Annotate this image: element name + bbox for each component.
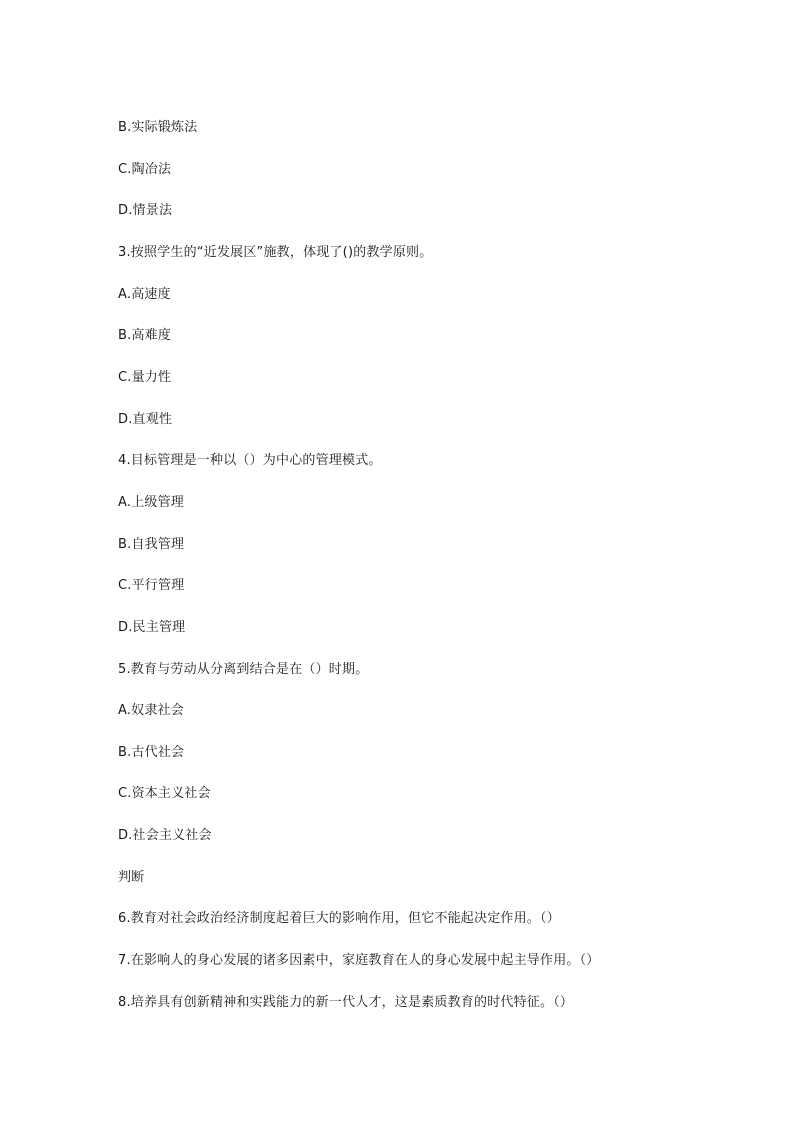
- question-5: 5.教育与劳动从分离到结合是在（）时期。: [118, 662, 369, 677]
- q3-option-b: B.高难度: [118, 328, 172, 343]
- q4-option-b: B.自我管理: [118, 537, 185, 552]
- q5-option-a: A.奴隶社会: [118, 703, 184, 718]
- q3-option-a: A.高速度: [118, 287, 171, 302]
- question-3: 3.按照学生的“近发展区”施教，体现了()的教学原则。: [118, 245, 433, 260]
- question-4: 4.目标管理是一种以（）为中心的管理模式。: [118, 453, 382, 468]
- question-8: 8.培养具有创新精神和实践能力的新一代人才，这是素质教育的时代特征。（）: [118, 995, 574, 1010]
- q5-option-b: B.古代社会: [118, 745, 185, 760]
- q3-option-c: C.量力性: [118, 370, 172, 385]
- section-heading-judgment: 判断: [118, 870, 145, 885]
- q3-option-d: D.直观性: [118, 412, 173, 427]
- q5-option-d: D.社会主义社会: [118, 828, 212, 843]
- q5-option-c: C.资本主义社会: [118, 786, 211, 801]
- option-b-practical-exercise: B.实际锻炼法: [118, 120, 198, 135]
- q4-option-d: D.民主管理: [118, 620, 186, 635]
- q4-option-c: C.平行管理: [118, 578, 185, 593]
- question-7: 7.在影响人的身心发展的诸多因素中，家庭教育在人的身心发展中起主导作用。（）: [118, 953, 600, 968]
- question-6: 6.教育对社会政治经济制度起着巨大的影响作用，但它不能起决定作用。（）: [118, 911, 560, 926]
- option-d-situational: D.情景法: [118, 203, 173, 218]
- option-c-edification: C.陶冶法: [118, 162, 172, 177]
- q4-option-a: A.上级管理: [118, 495, 184, 510]
